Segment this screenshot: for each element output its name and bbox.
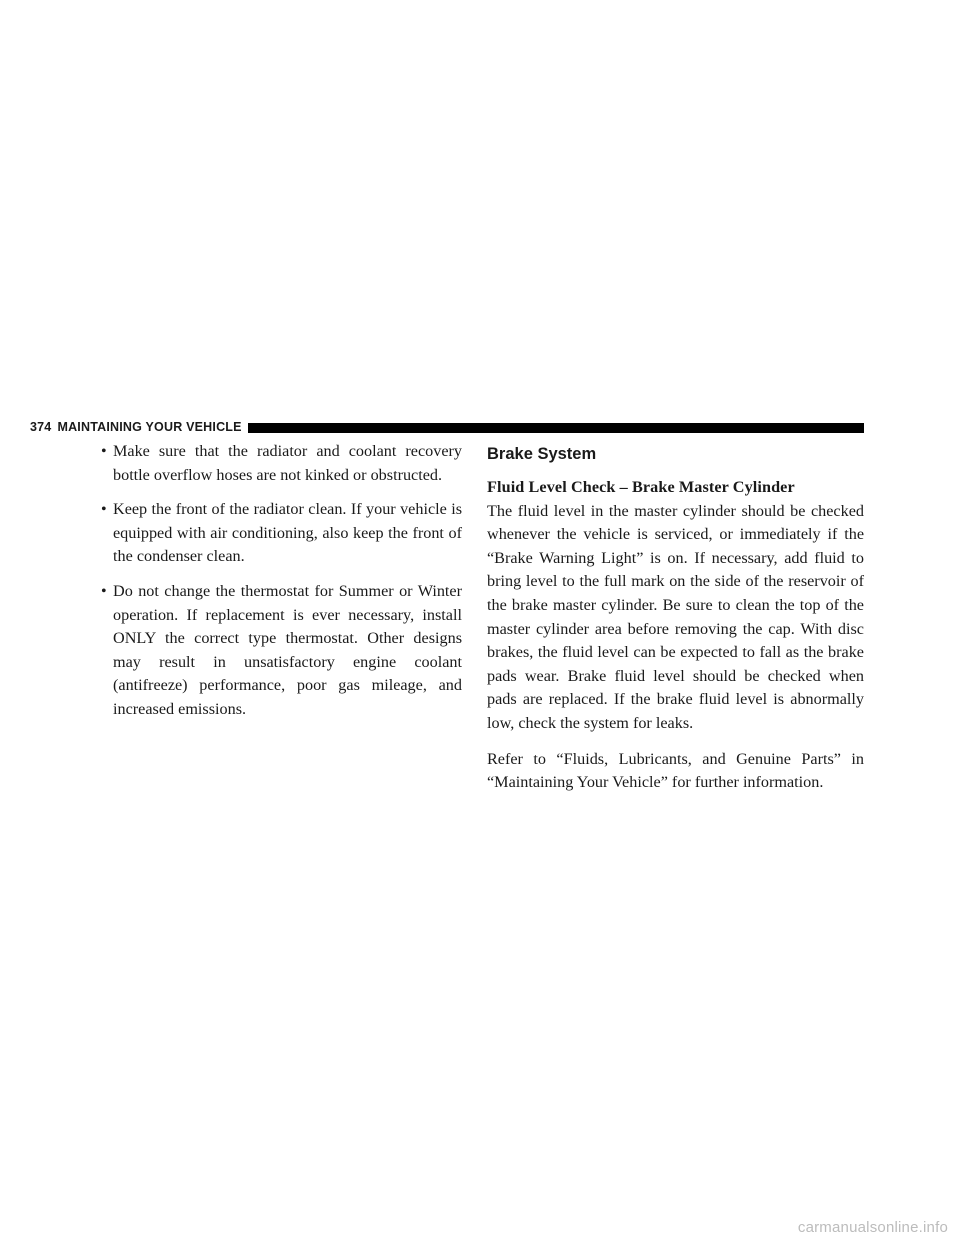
bullet-icon: • bbox=[101, 582, 107, 600]
page-number: 374 bbox=[30, 420, 52, 434]
bullet-list bbox=[37, 440, 462, 722]
header-rule bbox=[248, 423, 864, 433]
left-column bbox=[37, 440, 462, 733]
list-item bbox=[37, 580, 462, 722]
paragraph: The fluid level in the master cylinder should be checked whenever the vehicle is serviced, or immediately if the “Brake Warning Light” is on. If necessary, add fluid to bring level to the full mark on the side of the reservoir of the brake master cylinder. Be sure to clean the top of the master cylinder area before removing the cap. With disc brakes, the fluid level can be expected to fall as the brake pads wear. Brake fluid level should be checked when pads are replaced. If the brake fluid level is abnormally low, check the system for leaks. bbox=[487, 501, 864, 732]
list-item bbox=[37, 498, 462, 569]
bullet-icon: • bbox=[101, 501, 107, 519]
page-header bbox=[30, 416, 864, 438]
section-heading: Brake System bbox=[487, 445, 597, 463]
right-column bbox=[487, 440, 864, 807]
list-item bbox=[37, 440, 462, 487]
watermark-text: carmanualsonline.info bbox=[797, 1219, 948, 1236]
running-section-title: MAINTAINING YOUR VEHICLE bbox=[57, 420, 242, 434]
subheading: Fluid Level Check – Brake Master Cylinder bbox=[487, 478, 795, 496]
list-item-text: Keep the front of the radiator clean. If your vehicle is equipped with air conditioning, also keep the front of the condenser clean. bbox=[113, 500, 462, 566]
list-item-text: Make sure that the radiator and coolant recovery bottle overflow hoses are not kinked or obstructed. bbox=[113, 442, 462, 484]
list-item-text: Do not change the thermostat for Summer or Winter operation. If replacement is ever necessary, install ONLY the correct type thermostat. Other designs may result in unsatisfactory engine coolant (antifreeze) performance, poor gas mileage, and increased emissions. bbox=[113, 581, 462, 718]
paragraph: Refer to “Fluids, Lubricants, and Genuine Parts” in “Maintaining Your Vehicle” for further information. bbox=[487, 749, 864, 792]
bullet-icon: • bbox=[101, 443, 107, 460]
